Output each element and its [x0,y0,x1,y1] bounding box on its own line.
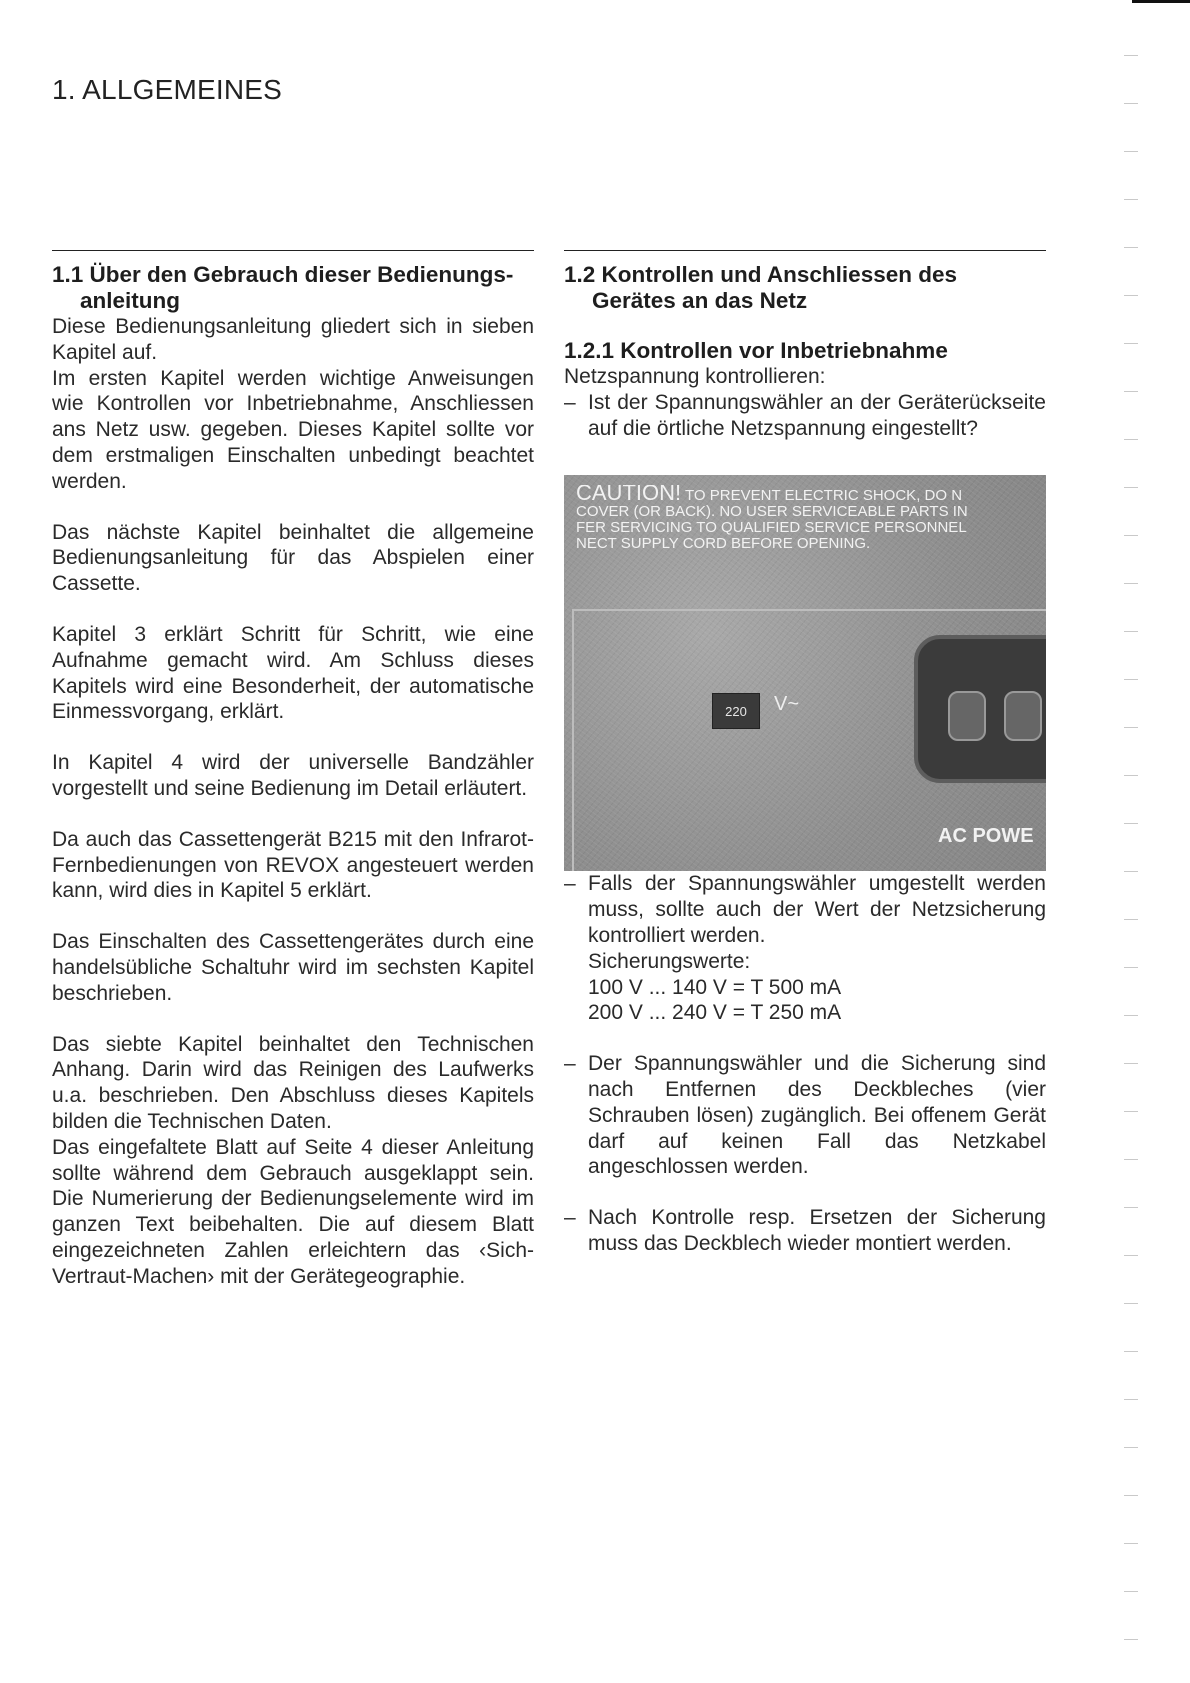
page-title: 1. ALLGEMEINES [52,74,283,105]
section-1-2-1-heading: 1.2.1 Kontrollen vor Inbetriebnahme [564,338,948,363]
list-item: – Der Spannungswähler und die Sicherung sind nach Entfernen des Deckbleches (vier Schrauben lösen) zugänglich. Bei offenem Gerät darf auf keinen Fall das Netzkabel angeschlossen werden. [564,1051,1046,1180]
section-1-2-heading: 1.2 Kontrollen und Anschliessen des Gerätes an das Netz [564,262,958,313]
paragraph: Das Einschalten des Cassettengerätes durch eine handelsübliche Schaltuhr wird im sechsten Kapitel beschrieben. [52,930,534,1005]
ac-power-label: AC POWE [938,825,1034,848]
check-lead: Netzspannung kontrollieren: [564,365,826,388]
connector-panel [572,609,1046,871]
check-list [564,390,1046,442]
caution-line: NECT SUPPLY CORD BEFORE OPENING. [576,535,871,553]
voltage-symbol: V~ [774,693,800,716]
paragraph: Das nächste Kapitel beinhaltet die allgemeine Bedienungsanleitung für das Abspielen einer Cassette. [52,520,534,596]
section-1-1-heading: 1.1 Über den Gebrauch dieser Bedienungs-anleitung [52,262,514,313]
caution-line: COVER (OR BACK). NO USER SERVICEABLE PARTS IN [576,503,968,521]
socket-pin [1004,691,1042,741]
fuse-value: 200 V ... 240 V = T 250 mA [588,1001,842,1025]
corner-mark [1132,0,1190,3]
paragraph: Da auch das Cassettengerät B215 mit den Infrarot-Fernbedienungen von REVOX angesteuert werden kann, wird dies in Kapitel 5 erklärt. [52,827,534,903]
paragraph: In Kapitel 4 wird der universelle Bandzähler vorgestellt und seine Bedienung im Detail erläutert. [52,751,534,800]
caution-title: CAUTION! [576,485,682,506]
margin-ticks [1124,55,1138,1655]
paragraph: Das siebte Kapitel beinhaltet den Technischen Anhang. Darin wird das Reinigen des Laufwerks u.a. beschrieben. Den Abschluss dieses Kapitels bilden die Technischen Daten. [52,1032,534,1133]
paragraph: Das eingefaltete Blatt auf Seite 4 dieser Anleitung sollte während dem Gebrauch ausgeklappt sein. Die Numerierung der Bedienungselemente wird im ganzen Text beibehalten. Die auf diesem Blatt eingezeichneten Zahlen erleichtern das ‹Sich-Vertraut-Machen› mit der Gerätegeographie. [52,1135,534,1288]
list-item [564,871,1046,1026]
power-socket-icon [914,635,1046,783]
paragraph: Im ersten Kapitel werden wichtige Anweisungen wie Kontrollen vor Inbetriebnahme, Anschliessen ans Netz usw. gegeben. Dieses Kapitel sollte vor dem erstmaligen Einschalten unbedingt beachtet werden. [52,366,534,493]
caution-line: FER SERVICING TO QUALIFIED SERVICE PERSONNEL [576,519,967,537]
list-item: – Ist der Spannungswähler an der Geräterückseite auf die örtliche Netzspannung eingestellt? [564,390,1046,442]
instruction-list [564,871,1046,1256]
section-rule-right [564,250,1046,251]
list-item: – Nach Kontrolle resp. Ersetzen der Sicherung muss das Deckblech wieder montiert werden. [564,1205,1046,1257]
caution-line: TO PREVENT ELECTRIC SHOCK, DO N [685,487,963,505]
section-rule-left [52,250,534,251]
fuse-values-label: Sicherungswerte: [588,949,751,973]
rear-panel-photo [564,475,1046,871]
fuse-value: 100 V ... 140 V = T 500 mA [588,975,842,999]
right-column [564,262,1046,1257]
paragraph: Kapitel 3 erklärt Schritt für Schritt, wie eine Aufnahme gemacht wird. Am Schluss dieses Kapitels wird eine Besonderheit, der automatische Einmessvorgang, erklärt. [52,622,534,724]
voltage-selector: 220 [712,693,760,729]
left-column [52,262,534,1290]
paragraph: Diese Bedienungsanleitung gliedert sich in sieben Kapitel auf. [52,315,534,364]
fuse-text: Falls der Spannungswähler umgestellt werden muss, sollte auch der Wert der Netzsicherung kontrolliert werden. [588,872,1046,947]
socket-pin [948,691,986,741]
caution-label [576,485,1046,552]
